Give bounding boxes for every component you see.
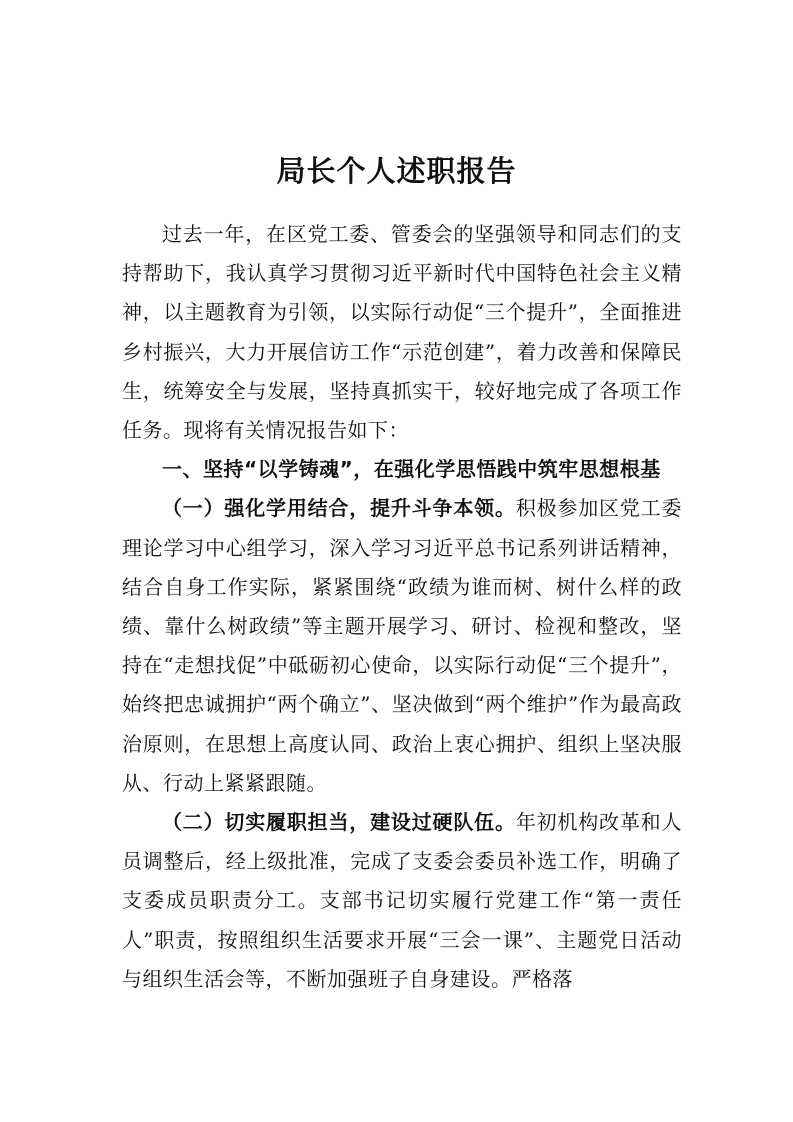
subsection-1-lead: （一）强化学用结合，提升斗争本领。	[162, 496, 516, 521]
document-title: 局长个人述职报告	[276, 154, 517, 189]
intro-paragraph: 过去一年，在区党工委、管委会的坚强领导和同志们的支持帮助下，我认真学习贯彻习近平新时代中国特色社会主义精神，以主题教育为引领，以实际行动促“三个提升”，全面推进乡村振兴，大力开展信访工作“示范创建”，着力改善和保障民生，统筹安全与发展，坚持真抓实干，较好地完成了各项工作任务。现将有关情况报告如下：	[122, 222, 682, 443]
subsection-2-paragraph	[122, 803, 682, 999]
subsection-2-text: 年初机构改革和人员调整后，经上级批准，完成了支委会委员补选工作，明确了支委成员职责分工。支部书记切实履行党建工作“第一责任人”职责，按照组织生活要求开展“三会一课”、主题党日活动与组织生活会等，不断加强班子自身建设。严格落	[122, 810, 682, 991]
subsection-1-text: 积极参加区党工委理论学习中心组学习，深入学习习近平总书记系列讲话精神，结合自身工作实际，紧紧围绕“政绩为谁而树、树什么样的政绩、靠什么树政绩”等主题开展学习、研讨、检视和整改，坚持在“走想找促”中砥砺初心使命，以实际行动促“三个提升”，始终把忠诚拥护“两个确立”、坚决做到“两个维护”作为最高政治原则，在思想上高度认同、政治上衷心拥护、组织上坚决服从、行动上紧紧跟随。	[122, 496, 682, 795]
subsection-2-lead: （二）切实履职担当，建设过硬队伍。	[162, 810, 516, 835]
document-body	[122, 215, 682, 999]
section-heading-1: 一、坚持“以学铸魂”，在强化学思悟践中筑牢思想根基	[162, 457, 661, 482]
subsection-1-paragraph	[122, 489, 682, 803]
